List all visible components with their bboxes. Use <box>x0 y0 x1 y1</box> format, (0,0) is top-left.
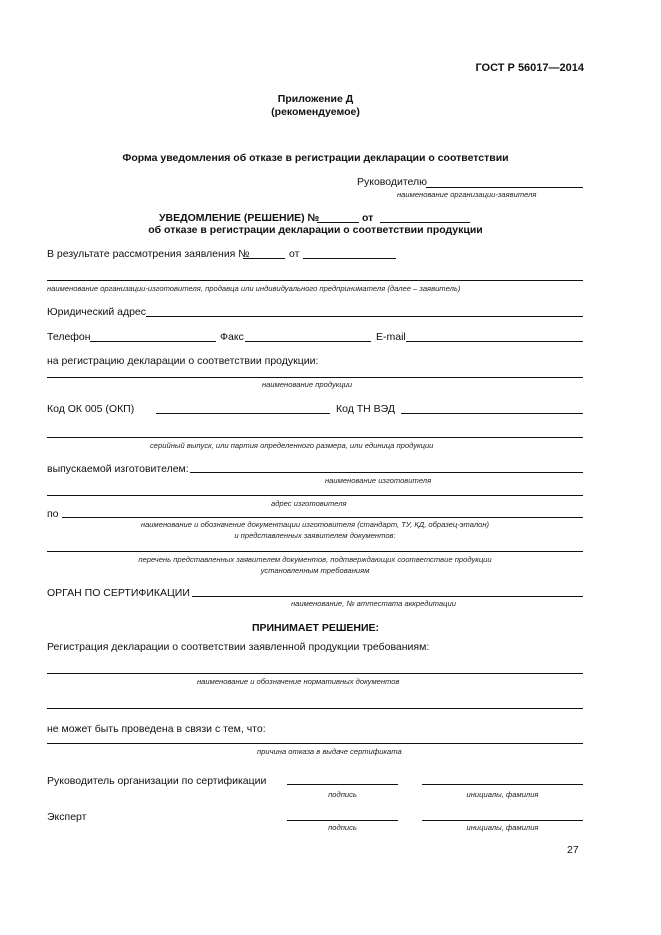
decision-title: ПРИНИМАЕТ РЕШЕНИЕ: <box>251 622 380 634</box>
head-name-caption: инициалы, фамилия <box>466 790 539 799</box>
notice-date-line[interactable] <box>380 222 470 223</box>
documentation-caption-2: и представленных заявителем документов: <box>234 531 396 540</box>
manufacturer-name-caption: наименование изготовителя <box>325 476 432 485</box>
appendix-subtitle: (рекомендуемое) <box>271 106 360 118</box>
application-label: В результате рассмотрения заявления № <box>47 248 250 260</box>
product-label: на регистрацию декларации о соответствии продукции: <box>47 355 319 367</box>
reason-label: не может быть проведена в связи с тем, что: <box>47 723 266 735</box>
standards-line-2[interactable] <box>47 708 583 709</box>
batch-caption: серийный выпуск, или партия определенного размера, или единица продукции <box>150 441 434 450</box>
expert-name-caption: инициалы, фамилия <box>466 823 539 832</box>
phone-line[interactable] <box>90 341 216 342</box>
addressee-line[interactable] <box>426 187 583 188</box>
batch-line[interactable] <box>47 437 583 438</box>
standard-number: ГОСТ Р 56017—2014 <box>475 62 584 74</box>
page-number: 27 <box>567 844 579 856</box>
legal-address-label: Юридический адрес <box>47 306 147 318</box>
addressee-caption: наименование организации-заявителя <box>397 190 537 199</box>
legal-address-line[interactable] <box>146 316 583 317</box>
phone-label: Телефон <box>47 331 91 343</box>
expert-name-line[interactable] <box>422 820 583 821</box>
standards-caption: наименование и обозначение нормативных документов <box>197 677 400 686</box>
okp-code-line[interactable] <box>156 413 330 414</box>
manufacturer-address-line[interactable] <box>47 495 583 496</box>
tnved-code-line[interactable] <box>401 413 583 414</box>
fax-label: Факс <box>220 331 244 343</box>
documents-list-line[interactable] <box>47 551 583 552</box>
email-line[interactable] <box>406 341 583 342</box>
okp-code-label: Код ОК 005 (ОКП) <box>47 403 135 415</box>
expert-signature-caption: подпись <box>328 823 357 832</box>
documentation-line[interactable] <box>62 517 583 518</box>
tnved-code-label: Код ТН ВЭД <box>336 403 395 415</box>
head-label: Руководитель организации по сертификации <box>47 775 267 787</box>
certification-body-line[interactable] <box>192 596 583 597</box>
application-date-line[interactable] <box>303 258 396 259</box>
documentation-label: по <box>47 508 59 520</box>
manufacturer-label: выпускаемой изготовителем: <box>47 463 189 475</box>
form-title: Форма уведомления об отказе в регистрации декларации о соответствии <box>122 152 509 164</box>
product-caption: наименование продукции <box>262 380 353 389</box>
appendix-title: Приложение Д <box>277 93 354 105</box>
product-line[interactable] <box>47 377 583 378</box>
documents-list-caption: перечень представленных заявителем документов, подтверждающих соответствие продукции <box>138 555 492 564</box>
applicant-name-line[interactable] <box>47 280 583 281</box>
head-name-line[interactable] <box>422 784 583 785</box>
expert-signature-line[interactable] <box>287 820 398 821</box>
reason-caption: причина отказа в выдаче сертификата <box>257 747 402 756</box>
head-signature-caption: подпись <box>328 790 357 799</box>
notice-date-label: от <box>362 212 374 224</box>
addressee-label: Руководителю <box>357 176 428 188</box>
certification-body-label: ОРГАН ПО СЕРТИФИКАЦИИ <box>47 587 190 599</box>
email-label: E-mail <box>376 331 406 343</box>
head-signature-line[interactable] <box>287 784 398 785</box>
application-number-line[interactable] <box>243 258 285 259</box>
expert-label: Эксперт <box>47 811 87 823</box>
applicant-caption: наименование организации-изготовителя, продавца или индивидуального предпринимателя (далее – заявитель) <box>47 284 461 293</box>
notice-number-line[interactable] <box>317 222 359 223</box>
notice-title: УВЕДОМЛЕНИЕ (РЕШЕНИЕ) № <box>159 212 320 224</box>
documents-list-caption-2: установленным требованиям <box>260 566 370 575</box>
fax-line[interactable] <box>245 341 371 342</box>
certification-body-caption: наименование, № аттестата аккредитации <box>291 599 456 608</box>
decision-text: Регистрация декларации о соответствии заявленной продукции требованиям: <box>47 641 430 653</box>
documentation-caption: наименование и обозначение документации изготовителя (стандарт, ТУ, КД, образец-эталон) <box>140 520 490 529</box>
manufacturer-address-caption: адрес изготовителя <box>271 499 347 508</box>
manufacturer-name-line[interactable] <box>190 472 583 473</box>
standards-line[interactable] <box>47 673 583 674</box>
reason-line[interactable] <box>47 743 583 744</box>
application-date-label: от <box>289 248 300 260</box>
notice-subtitle: об отказе в регистрации декларации о соответствии продукции <box>148 224 483 236</box>
